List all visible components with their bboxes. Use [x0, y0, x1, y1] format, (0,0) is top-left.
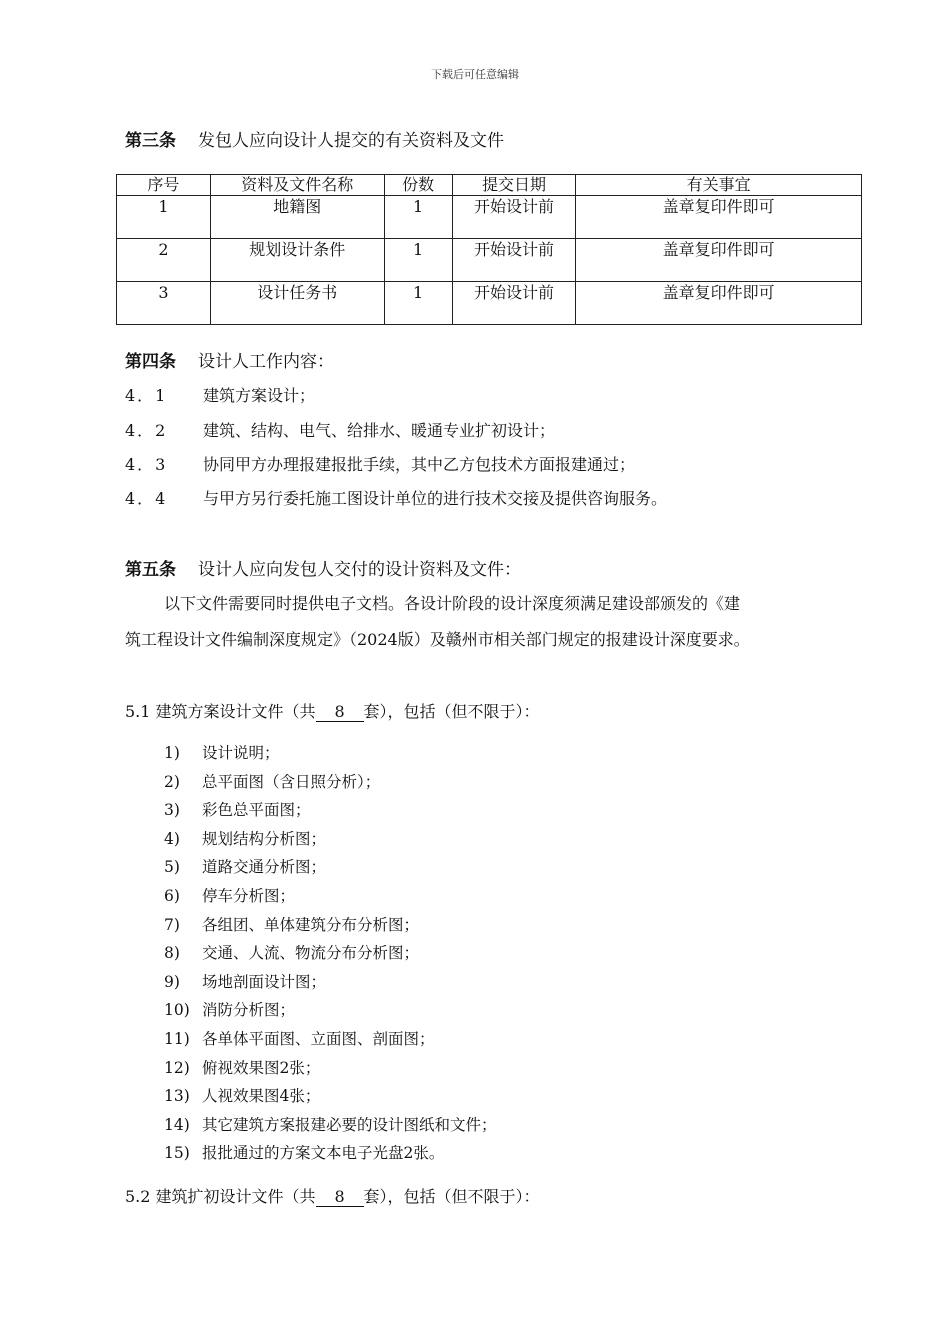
item-number: 12) — [164, 1059, 190, 1077]
col-header-index: 序号 — [117, 175, 211, 196]
item-number: 7) — [164, 916, 180, 934]
article-4-title: 设计人工作内容： — [198, 352, 334, 372]
item-number: 4．2 — [125, 421, 168, 440]
item-text: 设计说明； — [202, 744, 280, 762]
item-text: 总平面图（含日照分析）； — [202, 773, 381, 791]
list-item — [164, 1056, 320, 1078]
set-count: 8 — [316, 1187, 364, 1207]
col-header-notes: 有关事宜 — [576, 175, 862, 196]
item-text: 其它建筑方案报建必要的设计图纸和文件； — [202, 1116, 497, 1134]
item-text: 建筑、结构、电气、给排水、暖通专业扩初设计； — [203, 421, 556, 440]
list-item — [164, 913, 419, 935]
subsection-5-2 — [125, 1184, 540, 1207]
article-3-title: 发包人应向设计人提交的有关资料及文件 — [198, 131, 504, 151]
cell-copies: 1 — [384, 282, 452, 325]
item-number: 9) — [164, 973, 180, 991]
list-item — [164, 1027, 435, 1049]
cell-copies: 1 — [384, 196, 452, 239]
list-item — [164, 741, 280, 763]
subsection-5-1 — [125, 699, 540, 722]
article-3-label: 第三条 — [125, 131, 176, 151]
subsection-suffix: 套），包括（但不限于）： — [363, 702, 540, 721]
list-item — [164, 1084, 320, 1106]
item-number: 2) — [164, 773, 180, 791]
cell-date: 开始设计前 — [452, 282, 576, 325]
cell-date: 开始设计前 — [452, 196, 576, 239]
subsection-suffix: 套），包括（但不限于）： — [363, 1187, 540, 1206]
cell-index: 1 — [117, 196, 211, 239]
item-number: 15) — [164, 1144, 190, 1162]
list-item — [164, 1113, 497, 1135]
list-item — [164, 770, 380, 792]
cell-name: 规划设计条件 — [210, 239, 384, 282]
item-text: 消防分析图； — [202, 1001, 296, 1019]
cell-index: 2 — [117, 239, 211, 282]
header-watermark: 下载后可任意编辑 — [431, 68, 519, 81]
article-3-heading — [125, 126, 504, 151]
item-number: 10) — [164, 1001, 190, 1019]
col-header-date: 提交日期 — [452, 175, 576, 196]
list-item — [125, 486, 667, 509]
cell-notes: 盖章复印件即可 — [576, 282, 862, 325]
item-text: 停车分析图； — [202, 887, 296, 905]
paragraph-line-1: 以下文件需要同时提供电子文档。各设计阶段的设计深度须满足建设部颁发的《建 — [164, 594, 741, 613]
list-item — [125, 383, 315, 406]
item-text: 彩色总平面图； — [202, 801, 311, 819]
list-item — [164, 998, 295, 1020]
item-text: 规划结构分析图； — [202, 830, 327, 848]
list-item — [125, 418, 555, 441]
cell-name: 设计任务书 — [210, 282, 384, 325]
list-item — [164, 798, 311, 820]
cell-copies: 1 — [384, 239, 452, 282]
table-row — [117, 196, 862, 239]
item-number: 3) — [164, 801, 180, 819]
item-number: 4．1 — [125, 386, 168, 405]
item-text: 俯视效果图2张； — [202, 1059, 321, 1077]
item-number: 11) — [164, 1030, 190, 1048]
table-row — [117, 282, 862, 325]
item-text: 各单体平面图、立面图、剖面图； — [202, 1030, 435, 1048]
table-row — [117, 239, 862, 282]
article-4-heading — [125, 347, 334, 372]
article-4-label: 第四条 — [125, 352, 176, 372]
list-item — [164, 941, 419, 963]
article-5-label: 第五条 — [125, 560, 176, 580]
item-text: 交通、人流、物流分布分析图； — [202, 944, 420, 962]
item-number: 4．3 — [125, 455, 168, 474]
col-header-copies: 份数 — [384, 175, 452, 196]
list-item — [125, 452, 635, 475]
item-text: 场地剖面设计图； — [202, 973, 327, 991]
item-text: 协同甲方办理报建报批手续，其中乙方包技术方面报建通过； — [203, 455, 636, 474]
table-header-row — [117, 175, 862, 196]
item-number: 4) — [164, 830, 180, 848]
item-number: 14) — [164, 1116, 190, 1134]
cell-notes: 盖章复印件即可 — [576, 196, 862, 239]
item-text: 与甲方另行委托施工图设计单位的进行技术交接及提供咨询服务。 — [203, 489, 668, 508]
item-number: 8) — [164, 944, 180, 962]
cell-notes: 盖章复印件即可 — [576, 239, 862, 282]
set-count: 8 — [316, 702, 364, 722]
documents-table — [116, 174, 862, 325]
item-number: 13) — [164, 1087, 190, 1105]
cell-date: 开始设计前 — [452, 239, 576, 282]
item-text: 报批通过的方案文本电子光盘2张。 — [202, 1144, 445, 1162]
item-number: 5) — [164, 858, 180, 876]
list-item — [164, 827, 326, 849]
paragraph-line-2: 筑工程设计文件编制深度规定》（2024版）及赣州市相关部门规定的报建设计深度要求。 — [125, 630, 750, 649]
item-text: 各组团、单体建筑分布分析图； — [202, 916, 420, 934]
article-5-title: 设计人应向发包人交付的设计资料及文件： — [198, 560, 521, 580]
subsection-prefix: 5.2 建筑扩初设计文件（共 — [125, 1187, 316, 1206]
item-text: 人视效果图4张； — [202, 1087, 321, 1105]
list-item — [164, 884, 295, 906]
item-text: 建筑方案设计； — [203, 386, 316, 405]
col-header-name: 资料及文件名称 — [210, 175, 384, 196]
item-number: 4．4 — [125, 489, 168, 508]
cell-index: 3 — [117, 282, 211, 325]
list-item — [164, 970, 326, 992]
cell-name: 地籍图 — [210, 196, 384, 239]
item-text: 道路交通分析图； — [202, 858, 327, 876]
article-5-heading — [125, 555, 521, 580]
list-item — [164, 855, 326, 877]
item-number: 1) — [164, 744, 180, 762]
subsection-prefix: 5.1 建筑方案设计文件（共 — [125, 702, 316, 721]
item-number: 6) — [164, 887, 180, 905]
list-item — [164, 1141, 444, 1163]
